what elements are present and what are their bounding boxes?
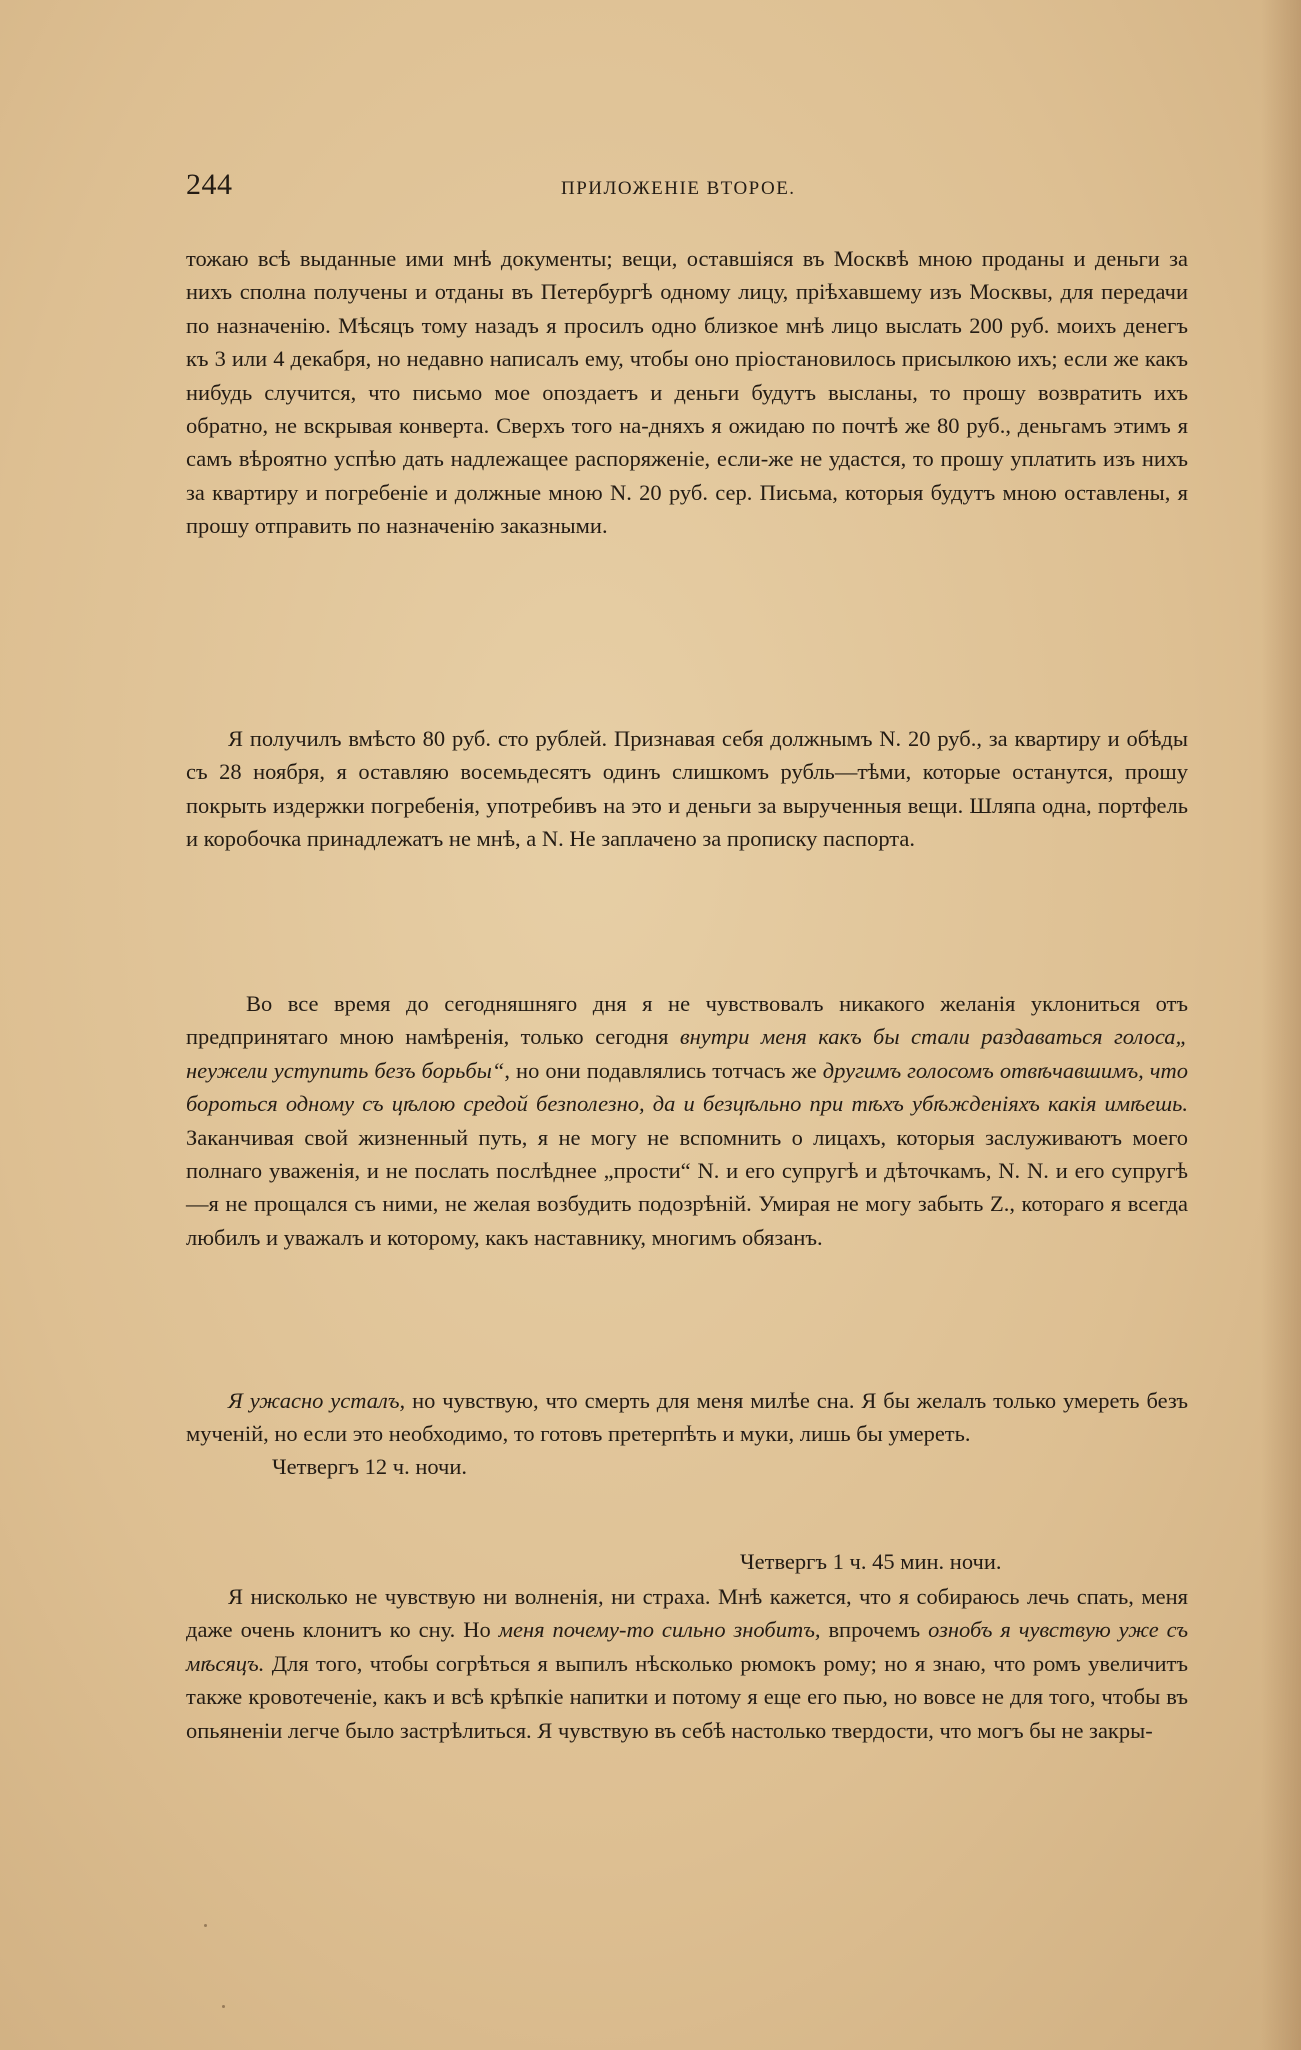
paragraph-3: [186, 987, 1188, 1254]
paragraph-4: [186, 1384, 1188, 1451]
paragraph-3-text-a: Во все время до сегодняшняго дня я не чувствовалъ никакого желанія уклониться отъ предпринятаго мною намѣренія, только сегодня: [186, 991, 1188, 1050]
paper-speck: [222, 2005, 225, 2008]
paragraph-5-text-c: Для того, чтобы согрѣться я выпилъ нѣсколько рюмокъ рому; но я знаю, что ромъ увеличитъ также кровотеченіе, какъ и всѣ крѣпкіе напитки и потому я еще его пью, но вовсе не для того, чтобы въ опьяненіи легче было застрѣлиться. Я чувствую въ себѣ настолько твердости, что могъ бы не закры-: [186, 1650, 1188, 1743]
page-number: 244: [186, 168, 233, 201]
paragraph-4-italic: Я ужасно усталъ,: [228, 1388, 406, 1413]
page-edge-shadow: [1261, 0, 1301, 2050]
paragraph-3-text-b: , но они подавлялись тотчасъ же: [504, 1057, 823, 1083]
paragraph-5: [186, 1580, 1188, 1747]
paragraph-4-text: но чувствую, что смерть для меня милѣе сна. Я бы желалъ только умереть безъ мученій, но если это необходимо, то готовъ претерпѣть и муки, лишь бы умереть.: [186, 1388, 1189, 1447]
paragraph-5-italic-2: ознобъ я чувствую уже съ мѣсяцъ.: [186, 1617, 1189, 1676]
running-title: ПРИЛОЖЕНІЕ ВТОРОЕ.: [561, 178, 796, 199]
paragraph-3-italic-1: внутри меня какъ бы стали раздаваться голоса„ неужели уступить безъ борьбы“: [186, 1024, 1188, 1083]
paper-speck: [204, 1924, 207, 1927]
dateline-second: Четвергъ 1 ч. 45 мин. ночи.: [740, 1549, 1002, 1574]
page-header: [186, 168, 1186, 208]
paragraph-1: тожаю всѣ выданные ими мнѣ документы; вещи, оставшіяся въ Москвѣ мною проданы и деньги за нихъ сполна получены и отданы въ Петербургѣ одному лицу, пріѣхавшему изъ Москвы, для передачи по назначенію. Мѣсяцъ тому назадъ я просилъ одно близкое мнѣ лицо выслать 200 руб. моихъ денегъ къ 3 или 4 декабря, но недавно написалъ ему, чтобы оно пріостановилось присылкою ихъ; если же какъ нибудь случится, что письмо мое опоздаетъ и деньги будутъ высланы, то прошу возвратить ихъ обратно, не вскрывая конверта. Сверхъ того на-дняхъ я ожидаю по почтѣ же 80 руб., деньгамъ этимъ я самъ вѣроятно успѣю дать надлежащее распоряженіе, если-же не удастся, то прошу уплатить изъ нихъ за квартиру и погребеніе и должные мною N. 20 руб. сер. Письма, которыя будутъ мною оставлены, я прошу отправить по назначенію заказными.: [186, 246, 1188, 539]
paragraph-3-italic-2: другимъ голосомъ отвѣчавшимъ, что бороться одному съ цѣлою средой безполезно, да и безцѣльно при тѣхъ убѣжденіяхъ какія имѣешь.: [186, 1057, 1189, 1117]
paragraph-5-italic-1: меня почему-то сильно знобитъ,: [498, 1617, 821, 1643]
paragraph-3-text-c: Заканчивая свой жизненный путь, я не могу не вспомнить о лицахъ, которыя заслуживаютъ моего полнаго уваженія, и не послать послѣднее „прости“ N. и его супругѣ и дѣточкамъ, N. N. и его супругѣ—я не прощался съ ними, не желая возбудить подозрѣній. Умирая не могу забыть Z., котораго я всегда любилъ и уважалъ и которому, какъ наставнику, многимъ обязанъ.: [186, 1124, 1188, 1250]
dateline-first: Четвергъ 12 ч. ночи.: [272, 1454, 468, 1479]
paragraph-5-text-a: Я нисколько не чувствую ни волненія, ни страха. Мнѣ кажется, что я собираюсь лечь спать, меня даже очень клонитъ ко сну. Но: [186, 1584, 1188, 1643]
paragraph-5-text-b: впрочемъ: [820, 1617, 929, 1643]
paragraph-2: Я получилъ вмѣсто 80 руб. сто рублей. Признавая себя должнымъ N. 20 руб., за квартиру и обѣды съ 28 ноября, я оставляю восемьдесятъ одинъ слишкомъ рубль—тѣми, которые останутся, прошу покрыть издержки погребенія, употребивъ на это и деньги за вырученныя вещи. Шляпа одна, портфель и коробочка принадлежатъ не мнѣ, а N. Не заплачено за прописку паспорта.: [186, 726, 1188, 852]
